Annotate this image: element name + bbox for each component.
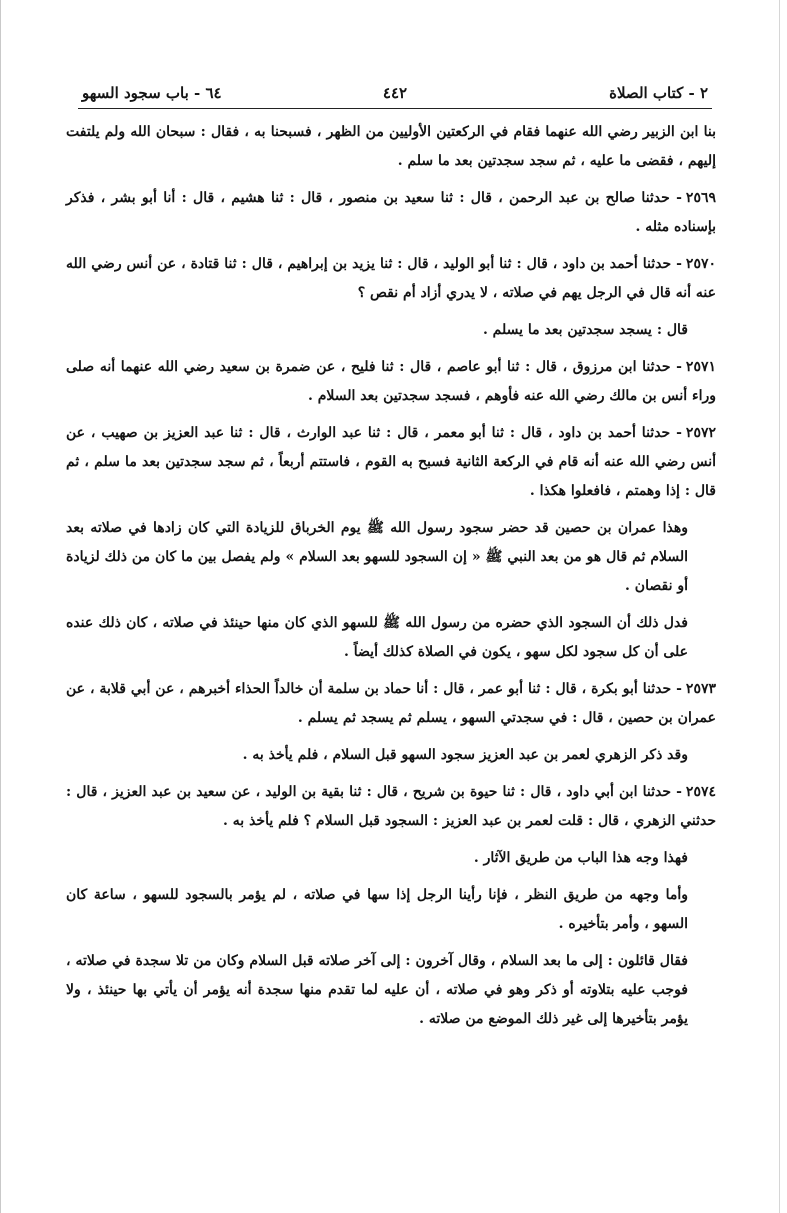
hadith-number: ٢٥٧٢ [685, 425, 716, 441]
scan-edge-right [779, 0, 780, 1213]
commentary-paragraph [66, 947, 716, 1034]
hadith-paragraph [66, 419, 716, 506]
commentary-paragraph [66, 844, 716, 873]
page-number: ٤٤٢ [382, 84, 408, 102]
commentary-paragraph [66, 514, 716, 601]
commentary-paragraph [66, 609, 716, 667]
paragraph-text: - حدثنا صالح بن عبد الرحمن ، قال : ثنا سعيد بن منصور ، قال : ثنا هشيم ، قال : أنا أبو بشر ، فذكر بإسناده مثله . [66, 190, 716, 235]
paragraph-text: وقد ذكر الزهري لعمر بن عبد العزيز سجود السهو قبل السلام ، فلم يأخذ به . [242, 747, 688, 763]
hadith-paragraph [66, 184, 716, 242]
hadith-paragraph [66, 250, 716, 308]
paragraph-text: - حدثنا ابن مرزوق ، قال : ثنا أبو عاصم ، قال : ثنا فليح ، عن ضمرة بن سعيد رضي الله عنهما أنه صلى وراء أنس بن مالك رضي الله عنه فأوهم ، فسجد سجدتين بعد السلام . [66, 359, 716, 404]
paragraph-text: بنا ابن الزبير رضي الله عنهما فقام في الركعتين الأوليين من الظهر ، فسبحنا به ، فقال : سبحان الله ولم يلتفت إليهم ، فقضى ما عليه ، ثم سجد سجدتين بعد ما سلم . [66, 124, 716, 169]
commentary-paragraph [66, 316, 716, 345]
hadith-number: ٢٥٧٣ [685, 681, 716, 697]
paragraph-text: - حدثنا أبو بكرة ، قال : ثنا أبو عمر ، قال : أنا حماد بن سلمة أن خالداً الحذاء أخبرهم ، عن أبي قلابة ، عن عمران بن حصين ، قال : في سجدتي السهو ، يسلم ثم يسجد ثم يسلم . [66, 681, 716, 726]
hadith-paragraph [66, 778, 716, 836]
commentary-paragraph [66, 118, 716, 176]
paragraph-text: فهذا وجه هذا الباب من طريق الآثار . [473, 850, 688, 866]
hadith-paragraph [66, 675, 716, 733]
book-title: ٢ - كتاب الصلاة [609, 84, 708, 102]
commentary-paragraph [66, 881, 716, 939]
hadith-number: ٢٥٦٩ [685, 190, 716, 206]
paragraph-text: فقال قائلون : إلى ما بعد السلام ، وقال آخرون : إلى آخر صلاته قبل السلام وكان من تلا سجدة في صلاته ، فوجب عليه بتلاوته أو ذكر وهو في صلاته ، أن عليه لما تقدم منها سجدة أنه يؤمر أن يأتي بها حينئذ ، ولا يؤمر بتأخيرها إلى غير ذلك الموضع من صلاته . [66, 953, 688, 1027]
paragraph-text: وأما وجهه من طريق النظر ، فإنا رأينا الرجل إذا سها في صلاته ، لم يؤمر بالسجود للسهو ، ساعة كان السهو ، وأمر بتأخيره . [66, 887, 688, 932]
paragraph-text: قال : يسجد سجدتين بعد ما يسلم . [482, 322, 688, 338]
paragraph-text: فدل ذلك أن السجود الذي حضره من رسول الله ﷺ للسهو الذي كان منها حينئذ في صلاته ، كان ذلك عنده على أن كل سجود لكل سهو ، يكون في الصلاة كذلك أيضاً . [66, 615, 688, 660]
paragraph-text: - حدثنا أحمد بن داود ، قال : ثنا أبو الوليد ، قال : ثنا يزيد بن إبراهيم ، قال : ثنا قتادة ، عن أنس رضي الله عنه أنه قال في الرجل يهم في صلاته ، لا يدري أزاد أم نقص ؟ [66, 256, 716, 301]
paragraph-text: وهذا عمران بن حصين قد حضر سجود رسول الله ﷺ يوم الخرباق للزيادة التي كان زادها في صلاته بعد السلام ثم قال هو من بعد النبي ﷺ « إن السجود للسهو بعد السلام » ولم يفصل بين ما كان من ذلك لزيادة أو نقصان . [66, 520, 688, 594]
running-header [82, 84, 708, 108]
chapter-title: ٦٤ - باب سجود السهو [82, 84, 222, 102]
header-rule [78, 108, 712, 109]
paragraph-text: - حدثنا أحمد بن داود ، قال : ثنا أبو معمر ، قال : ثنا عبد الوارث ، قال : ثنا عبد العزيز بن صهيب ، عن أنس رضي الله عنه أنه قام في الركعة الثانية فسبح به القوم ، فاستتم أربعاً ، ثم سجد سجدتين بعد ما سلم ، ثم قال : إذا وهمتم ، فافعلوا هكذا . [66, 425, 716, 499]
page-body [66, 118, 716, 1042]
hadith-number: ٢٥٧٠ [685, 256, 716, 272]
scan-edge-left [0, 0, 1, 1213]
hadith-number: ٢٥٧٤ [685, 784, 716, 800]
hadith-paragraph [66, 353, 716, 411]
commentary-paragraph [66, 741, 716, 770]
paragraph-text: - حدثنا ابن أبي داود ، قال : ثنا حيوة بن شريح ، قال : ثنا بقية بن الوليد ، عن سعيد بن عبد العزيز ، قال : حدثني الزهري ، قال : قلت لعمر بن عبد العزيز : السجود قبل السلام ؟ فلم يأخذ به . [66, 784, 716, 829]
hadith-number: ٢٥٧١ [685, 359, 716, 375]
